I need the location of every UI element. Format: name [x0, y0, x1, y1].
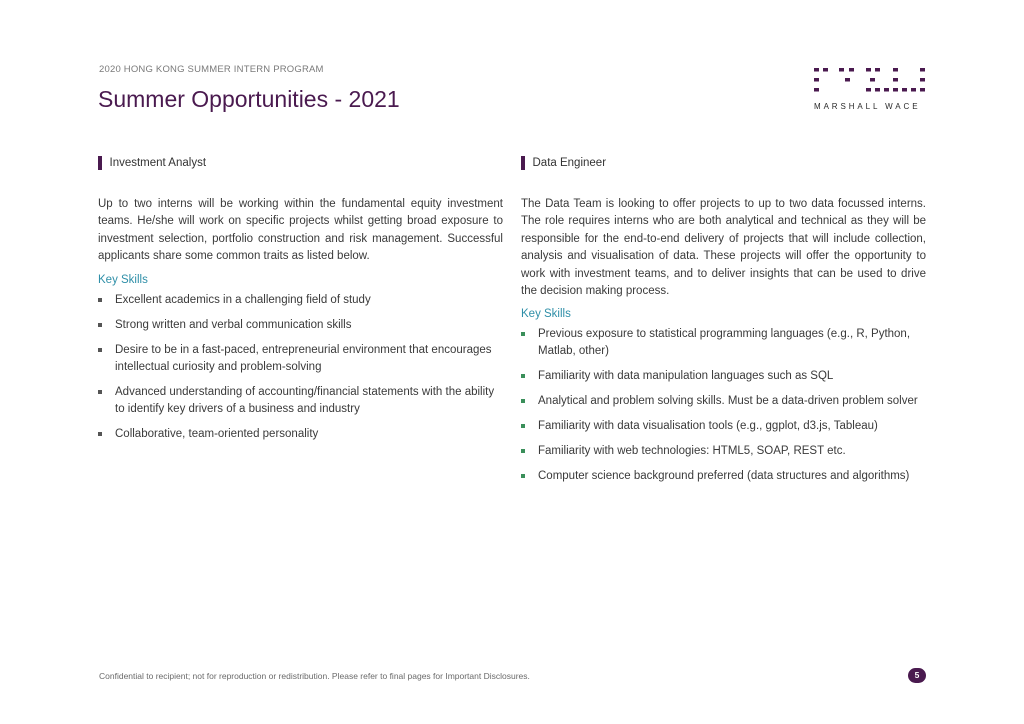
bullet-icon	[521, 449, 525, 453]
bullet-icon	[521, 399, 525, 403]
logo-dots-icon	[812, 66, 928, 96]
list-item-text: Advanced understanding of accounting/financial statements with the ability to identify key drivers of a business and industry	[115, 385, 495, 415]
investment-analyst-section	[98, 156, 503, 451]
key-skills-label: Key Skills	[521, 308, 571, 321]
section-description: Up to two interns will be working within the fundamental equity investment teams. He/she will work on specific projects whilst getting broad exposure to investment selection, portfolio construction and risk management. Successful applicants share some common traits as listed below.	[98, 198, 503, 263]
list-item-text: Collaborative, team-oriented personality	[115, 427, 319, 440]
list-item-text: Familiarity with data visualisation tools (e.g., ggplot, d3.js, Tableau)	[538, 420, 878, 433]
list-item	[521, 368, 926, 385]
bullet-icon	[521, 332, 525, 336]
bullet-icon	[521, 424, 525, 428]
list-item	[98, 426, 503, 443]
list-item-text: Computer science background preferred (data structures and algorithms)	[538, 470, 910, 483]
bullet-icon	[98, 348, 102, 352]
bullet-icon	[98, 323, 102, 327]
section-heading	[98, 156, 503, 170]
skills-list	[521, 326, 926, 485]
list-item	[98, 384, 503, 418]
data-engineer-section	[521, 156, 926, 493]
list-item-text: Excellent academics in a challenging field of study	[115, 293, 371, 306]
list-item	[98, 292, 503, 309]
logo-text: MARSHALL WACE	[814, 102, 921, 111]
footer-disclaimer: Confidential to recipient; not for reproduction or redistribution. Please refer to final pages for Important Disclosures.	[99, 671, 530, 681]
list-item-text: Familiarity with web technologies: HTML5, SOAP, REST etc.	[538, 445, 846, 458]
section-heading-label: Data Engineer	[532, 157, 607, 169]
bullet-icon	[521, 374, 525, 378]
page-title: Summer Opportunities - 2021	[98, 86, 400, 112]
section-heading-label: Investment Analyst	[109, 157, 207, 169]
list-item	[521, 418, 926, 435]
heading-bar	[98, 156, 102, 170]
list-item-text: Desire to be in a fast-paced, entrepreneurial environment that encourages intellectual curiosity and problem-solving	[115, 343, 492, 373]
list-item	[98, 342, 503, 376]
skills-list	[98, 292, 503, 443]
key-skills-label: Key Skills	[98, 273, 148, 286]
list-item-text: Analytical and problem solving skills. Must be a data-driven problem solver	[538, 395, 918, 408]
list-item-text: Previous exposure to statistical programming languages (e.g., R, Python, Matlab, other)	[538, 328, 911, 358]
heading-bar	[521, 156, 525, 170]
list-item-text: Familiarity with data manipulation languages such as SQL	[538, 370, 834, 383]
list-item	[521, 443, 926, 460]
page-number-badge: 5	[908, 668, 926, 683]
list-item	[521, 468, 926, 485]
company-logo	[812, 66, 928, 112]
list-item	[521, 393, 926, 410]
section-description: The Data Team is looking to offer projects to up to two data focussed interns. The role requires interns who are both analytical and technical as they will be responsible for the end-to-end delivery of projects that will include collection, analysis and visualisation of data. These projects will offer the opportunity to work with investment teams, and to deliver insights that can be used to drive the decision making process.	[521, 198, 926, 298]
list-item	[521, 326, 926, 360]
bullet-icon	[98, 390, 102, 394]
list-item-text: Strong written and verbal communication skills	[115, 318, 352, 331]
bullet-icon	[98, 432, 102, 436]
bullet-icon	[521, 474, 525, 478]
section-heading	[521, 156, 926, 170]
program-label: 2020 HONG KONG SUMMER INTERN PROGRAM	[99, 64, 324, 75]
bullet-icon	[98, 298, 102, 302]
list-item	[98, 317, 503, 334]
